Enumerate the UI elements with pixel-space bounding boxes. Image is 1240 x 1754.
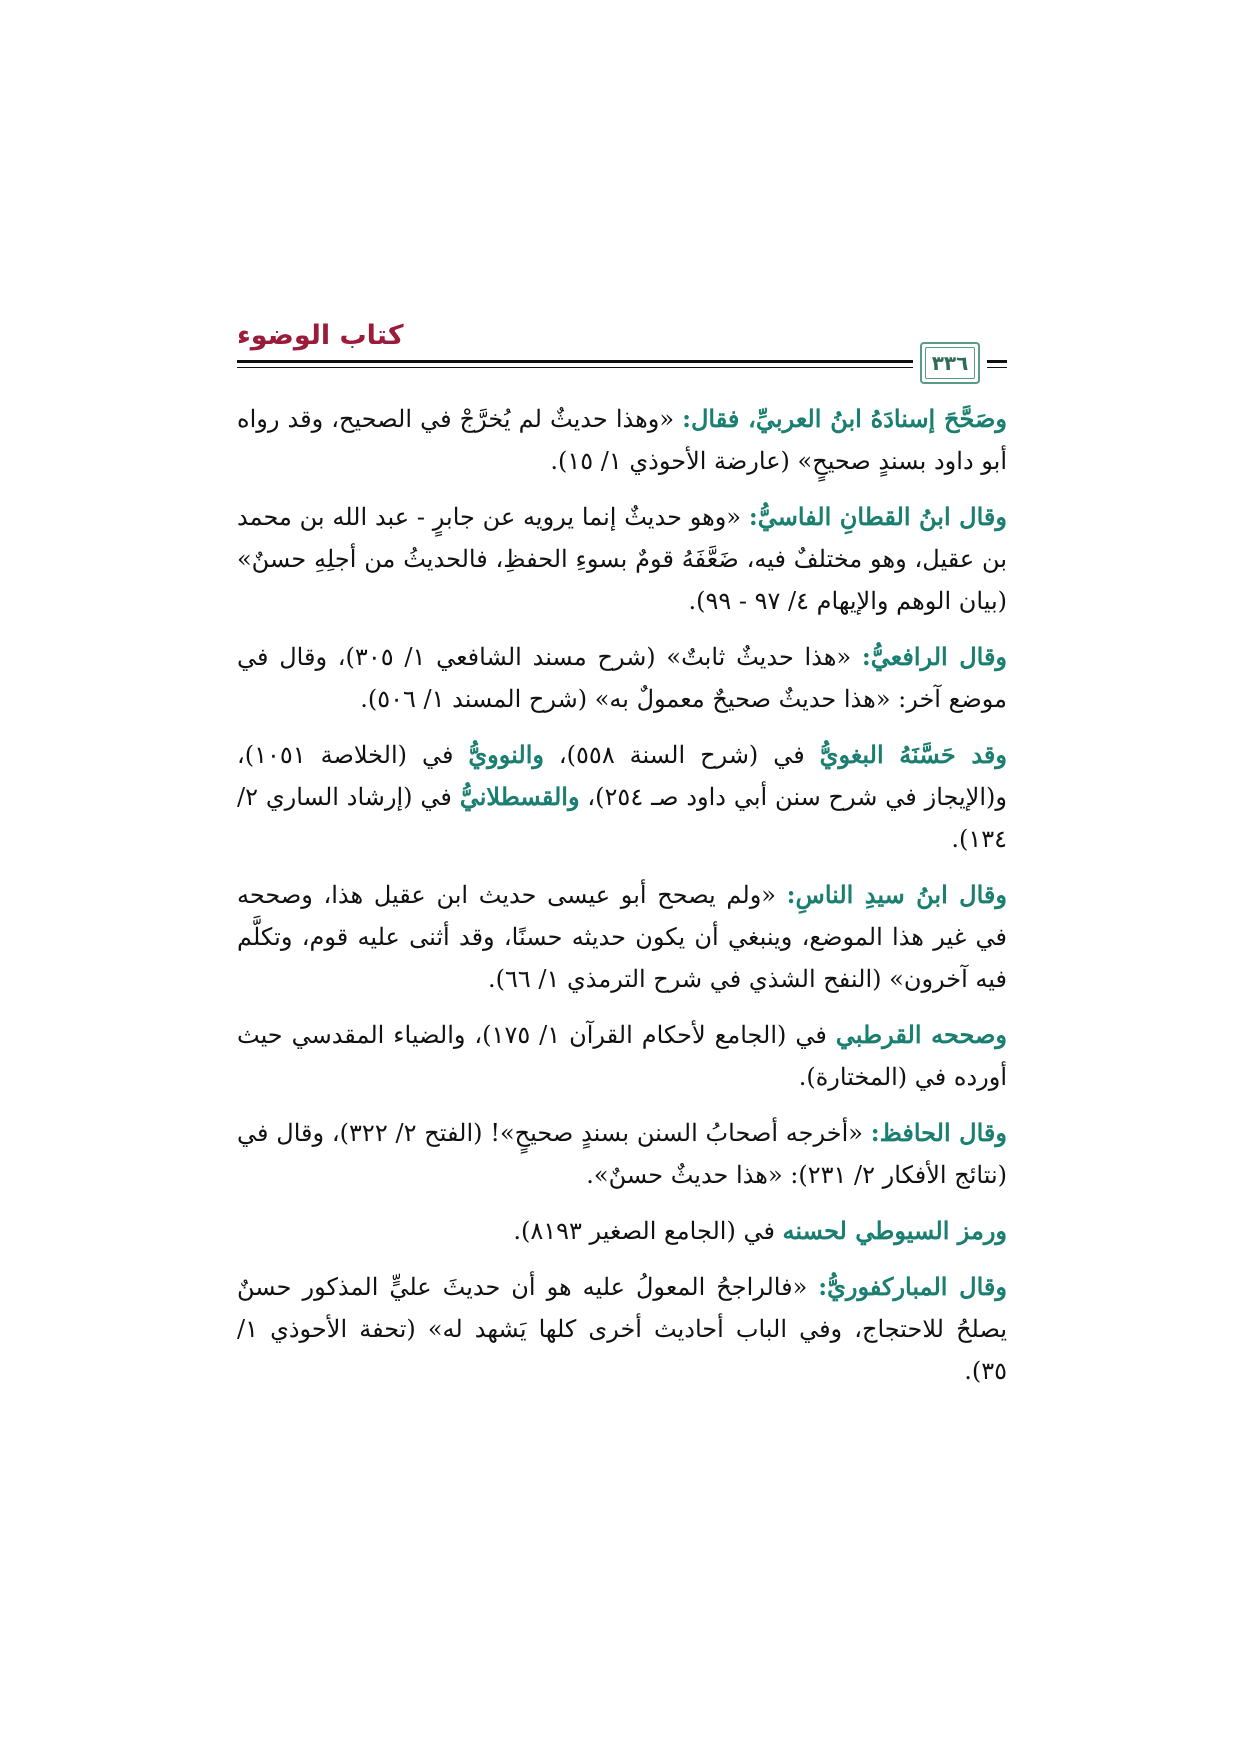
paragraph-text: «ولم يصحح أبو عيسى حديث ابن عقيل هذا، وصححه في غير هذا الموضع، وينبغي أن يكون حديثه حسنًا، وقد أثنى عليه قوم، وتكلَّم فيه آخرون» (النفح الشذي في شرح الترمذي ١/ ٦٦).: [237, 881, 1007, 993]
speaker: وصَحَّحَ إسنادَهُ ابنُ العربيِّ، فقال:: [682, 404, 1007, 433]
speaker-2: والنوويُّ: [468, 740, 544, 769]
speaker: وقال الحافظ:: [870, 1118, 1007, 1147]
page-number-badge: [920, 342, 980, 384]
paragraph-text-3: في (إرشاد الساري ٢/ ١٣٤).: [237, 783, 1007, 853]
speaker: وقال ابنُ القطانِ الفاسيُّ:: [748, 502, 1007, 531]
speaker: وصححه القرطبي: [835, 1020, 1007, 1049]
header-rule-right-thin: [987, 367, 1007, 368]
paragraph-text: في (الجامع لأحكام القرآن ١/ ١٧٥)، والضياء المقدسي حيث أورده في (المختارة).: [237, 1021, 1007, 1091]
paragraph-al-suyuti: [237, 1210, 1007, 1252]
speaker: ورمز السيوطي لحسنه: [782, 1216, 1007, 1245]
paragraph-text: «وهذا حديثٌ لم يُخرَّجْ في الصحيح، وقد رواه أبو داود بسندٍ صحيحٍ» (عارضة الأحوذي ١/ ١٥).: [237, 405, 1007, 475]
speaker-3: والقسطلانيُّ: [459, 782, 580, 811]
paragraph-ibn-al-arabi: [237, 398, 1007, 482]
page-number: ٣٣٦: [931, 351, 969, 375]
speaker: وقال الرافعيُّ:: [861, 642, 1008, 671]
speaker: وقد حَسَّنَهُ البغويُّ: [819, 740, 1007, 769]
header-rule-thick: [237, 360, 913, 363]
paragraph-text: «أخرجه أصحابُ السنن بسندٍ صحيحٍ»! (الفتح ٢/ ٣٢٢)، وقال في (نتائج الأفكار ٢/ ٢٣١): «هذا حديثٌ حسنٌ».: [237, 1119, 1007, 1189]
paragraph-text-2: في (الخلاصة ١٠٥١)، و(الإيجاز في شرح سنن أبي داود صـ ٢٥٤)،: [237, 741, 1007, 811]
page-body: [237, 398, 1007, 1406]
paragraph-text: «فالراجحُ المعولُ عليه هو أن حديثَ عليٍّ المذكور حسنٌ يصلحُ للاحتجاج، وفي الباب أحاديث أخرى كلها يَشهد له» (تحفة الأحوذي ١/ ٣٥).: [237, 1273, 1007, 1385]
speaker: وقال ابنُ سيدِ الناسِ:: [786, 880, 1007, 909]
paragraph-text: في (شرح السنة ٥٥٨)،: [543, 741, 820, 769]
speaker: وقال المباركفوريُّ:: [818, 1272, 1007, 1301]
paragraph-text: «وهو حديثٌ إنما يرويه عن جابرٍ - عبد الله بن محمد بن عقيل، وهو مختلفٌ فيه، ضَعَّفَهُ قومٌ بسوءِ الحفظِ، فالحديثُ من أجلِهِ حسنٌ» (بيان الوهم والإيهام ٤/ ٩٧ - ٩٩).: [237, 503, 1007, 615]
book-title: كتاب الوضوء: [237, 320, 404, 351]
paragraph-text: «هذا حديثٌ ثابتٌ» (شرح مسند الشافعي ١/ ٣٠٥)، وقال في موضع آخر: «هذا حديثٌ صحيحٌ معمولٌ به» (شرح المسند ١/ ٥٠٦).: [237, 643, 1007, 713]
paragraph-ibn-al-qattan: [237, 496, 1007, 622]
paragraph-text: في (الجامع الصغير ٨١٩٣).: [513, 1217, 783, 1245]
header-rule-right-thick: [987, 360, 1007, 363]
paragraph-al-qurtubi: [237, 1014, 1007, 1098]
header-rule-thin: [237, 367, 913, 368]
paragraph-al-baghawi: [237, 734, 1007, 860]
page-header: [237, 312, 1007, 392]
paragraph-al-mubarakfuri: [237, 1266, 1007, 1392]
paragraph-ibn-sayyid-al-nas: [237, 874, 1007, 1000]
paragraph-al-rafii: [237, 636, 1007, 720]
paragraph-al-hafiz: [237, 1112, 1007, 1196]
